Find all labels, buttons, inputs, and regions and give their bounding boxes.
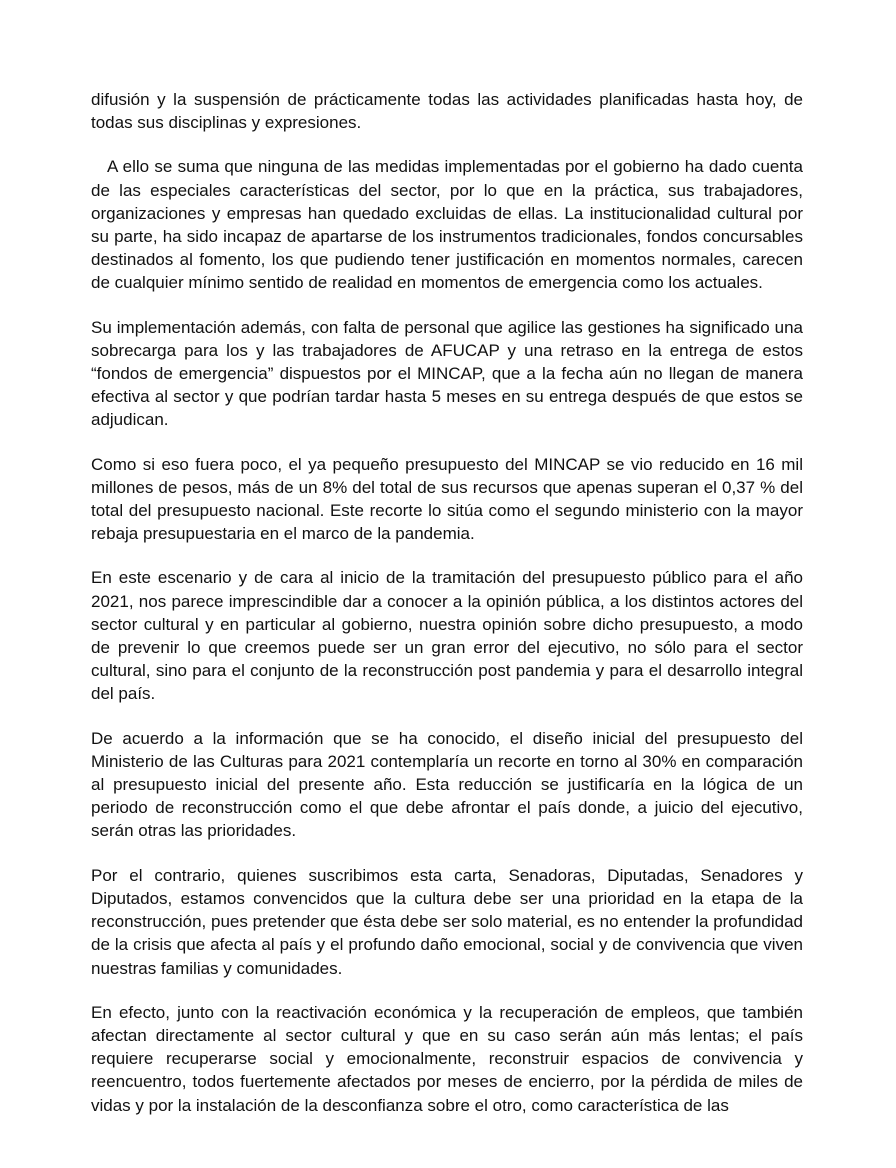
paragraph-6: De acuerdo a la información que se ha conocido, el diseño inicial del presupuesto del Ministerio de las Culturas para 2021 contemplaría un recorte en torno al 30% en comparación al presupuesto inicial del presente año. Esta reducción se justificaría en la lógica de un periodo de reconstrucción como el que debe afrontar el país donde, a juicio del ejecutivo, serán otras las prioridades. [91, 728, 803, 841]
paragraph-5: En este escenario y de cara al inicio de la tramitación del presupuesto público para el año 2021, nos parece imprescindible dar a conocer a la opinión pública, a los distintos actores del sector cultural y en particular al gobierno, nuestra opinión sobre dicho presupuesto, a modo de prevenir lo que creemos puede ser un gran error del ejecutivo, no sólo para el sector cultural, sino para el conjunto de la reconstrucción post pandemia y para el desarrollo integral del país. [91, 568, 803, 704]
document-body [91, 88, 803, 1138]
paragraph-2: A ello se suma que ninguna de las medidas implementadas por el gobierno ha dado cuenta de las especiales características del sector, por lo que en la práctica, sus trabajadores, organizaciones y empresas han quedado excluidas de ellas. La institucionalidad cultural por su parte, ha sido incapaz de apartarse de los instrumentos tradicionales, fondos concursables destinados al fomento, los que pudiendo tener justificación en momentos normales, carecen de cualquier mínimo sentido de realidad en momentos de emergencia como los actuales. [91, 157, 803, 293]
paragraph-3: Su implementación además, con falta de personal que agilice las gestiones ha significado una sobrecarga para los y las trabajadores de AFUCAP y una retraso en la entrega de estos “fondos de emergencia” dispuestos por el MINCAP, que a la fecha aún no llegan de manera efectiva al sector y que podrían tardar hasta 5 meses en su entrega después de que estos se adjudican. [91, 317, 803, 430]
paragraph-8: En efecto, junto con la reactivación económica y la recuperación de empleos, que también afectan directamente al sector cultural y que en su caso serán aún más lentas; el país requiere recuperarse social y emocionalmente, reconstruir espacios de convivencia y reencuentro, todos fuertemente afectados por meses de encierro, por la pérdida de miles de vidas y por la instalación de la desconfianza sobre el otro, como característica de las [91, 1002, 803, 1115]
paragraph-7: Por el contrario, quienes suscribimos esta carta, Senadoras, Diputadas, Senadores y Diputados, estamos convencidos que la cultura debe ser una prioridad en la etapa de la reconstrucción, pues pretender que ésta debe ser solo material, es no entender la profundidad de la crisis que afecta al país y el profundo daño emocional, social y de convivencia que viven nuestras familias y comunidades. [91, 865, 803, 978]
paragraph-1: difusión y la suspensión de prácticamente todas las actividades planificadas hasta hoy, de todas sus disciplinas y expresiones. [91, 90, 803, 133]
paragraph-4: Como si eso fuera poco, el ya pequeño presupuesto del MINCAP se vio reducido en 16 mil millones de pesos, más de un 8% del total de sus recursos que apenas superan el 0,37 % del total del presupuesto nacional. Este recorte lo sitúa como el segundo ministerio con la mayor rebaja presupuestaria en el marco de la pandemia. [91, 454, 803, 544]
